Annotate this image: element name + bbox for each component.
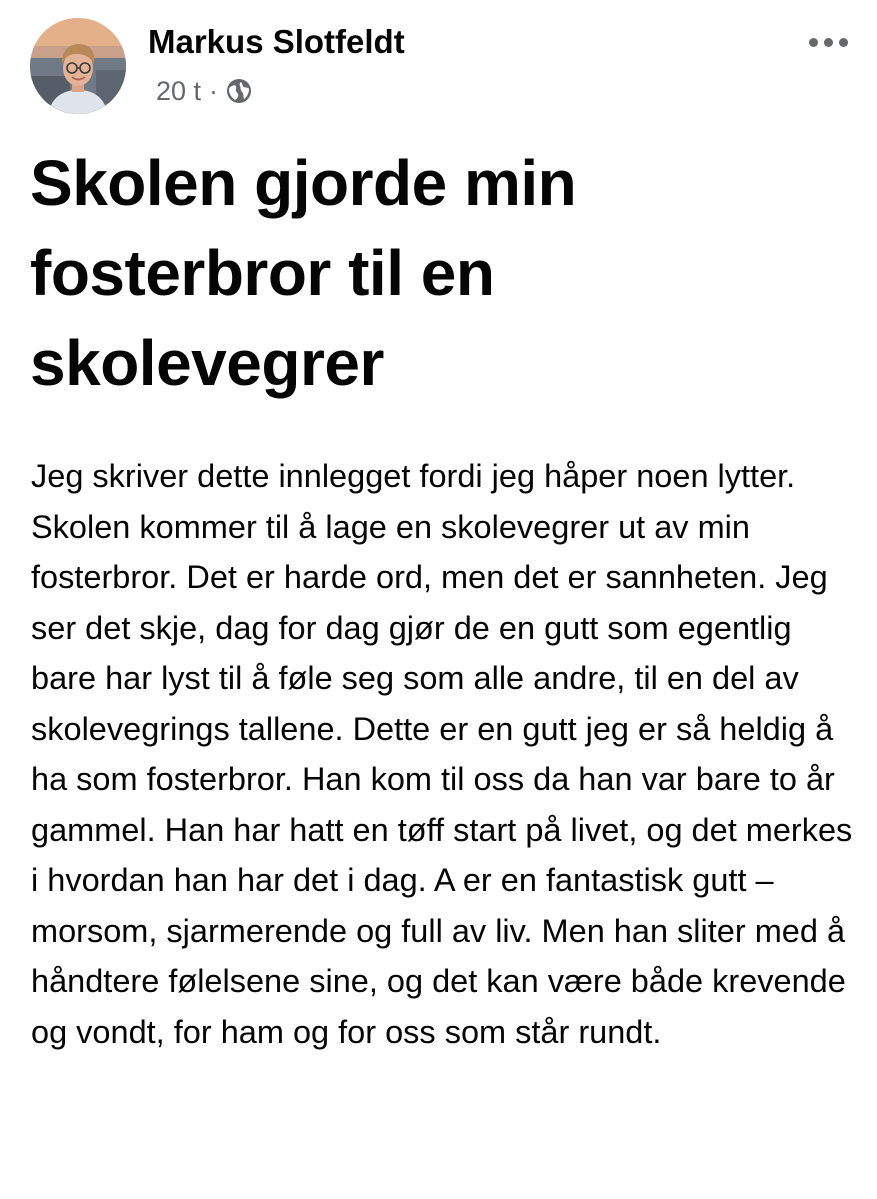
more-dot — [809, 38, 818, 47]
more-dot — [824, 38, 833, 47]
globe-icon[interactable] — [226, 78, 252, 104]
avatar[interactable] — [30, 18, 126, 114]
post-meta — [156, 74, 252, 108]
post-title: Skolen gjorde min fosterbror til en skolevegrer — [30, 147, 577, 399]
author-name[interactable]: Markus Slotfeldt — [148, 23, 405, 60]
post-header — [30, 18, 850, 118]
more-options-icon[interactable] — [804, 30, 852, 54]
post-body: Jeg skriver dette innlegget fordi jeg håper noen lytter. Skolen kommer til å lage en skolevegrer ut av min fosterbror. Det er harde ord, men det er sannheten. Jeg ser det skje, dag for dag gjør de en gutt som egentlig bare har lyst til å føle seg som alle andre, til en del av skolevegrings tallene. Dette er en gutt jeg er så heldig å ha som fosterbror. Han kom til oss da han var bare to år gammel. Han har hatt en tøff start på livet, og det merkes i hvordan han har det i dag. A er en fantastisk gutt – morsom, sjarmerende og full av liv. Men han sliter med å håndtere følelsene sine, og det kan være både krevende og vondt, for ham og for oss som står rundt. — [31, 458, 853, 1050]
profile-photo — [30, 18, 126, 114]
meta-separator: · — [209, 75, 219, 106]
more-dot — [839, 38, 848, 47]
post-timestamp[interactable]: 20 t — [156, 75, 202, 106]
